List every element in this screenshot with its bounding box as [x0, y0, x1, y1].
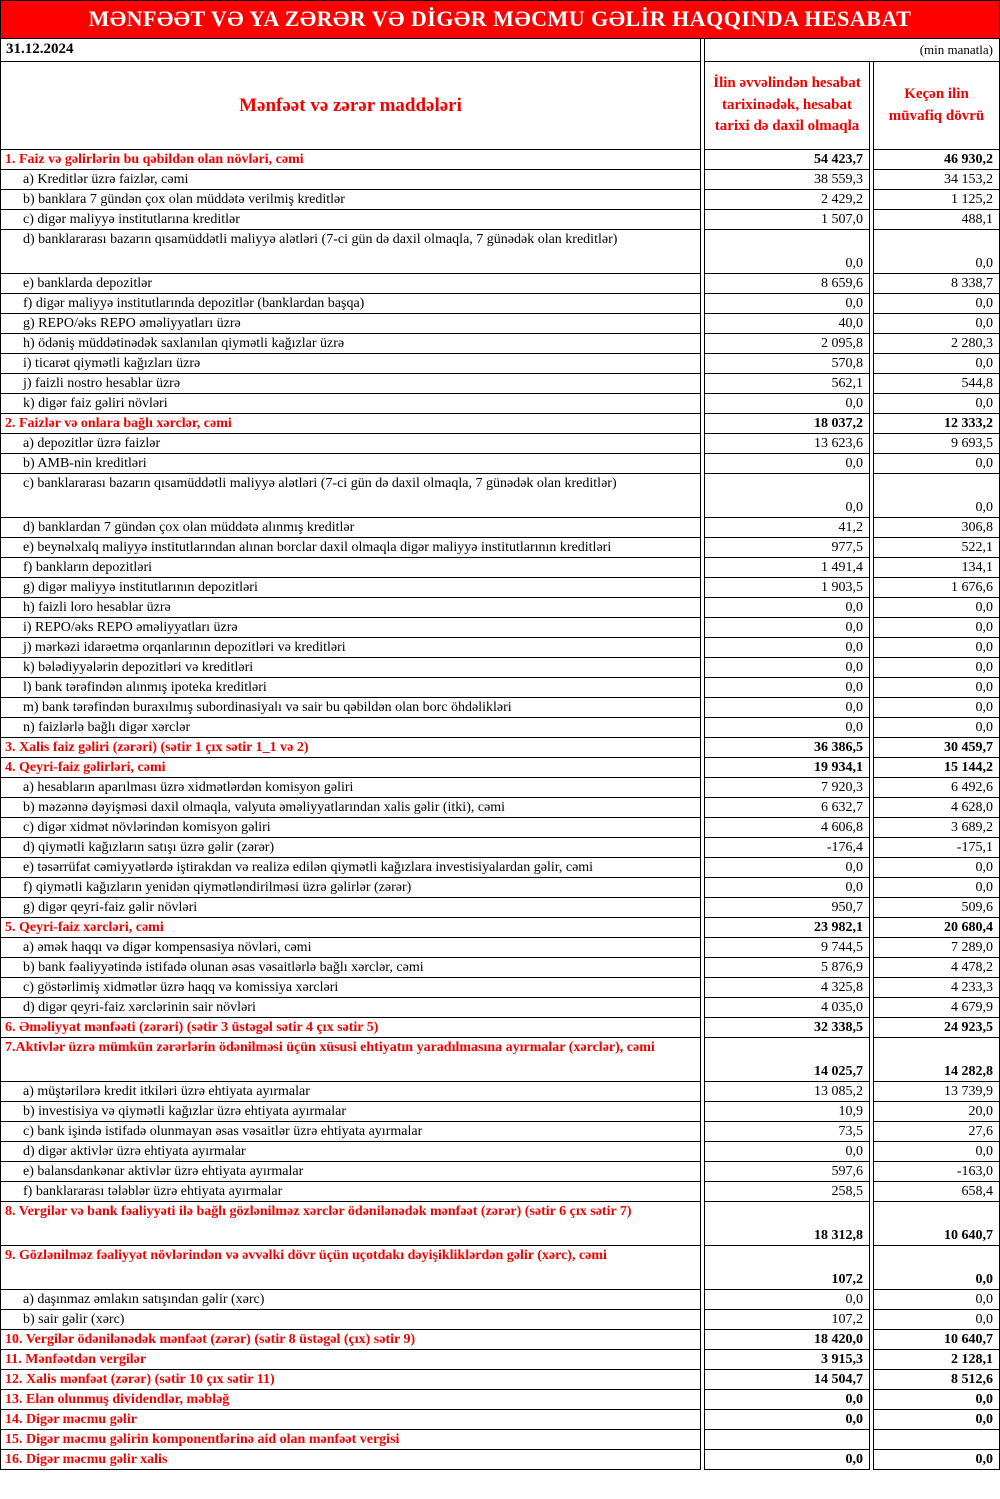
- table-row: [0, 274, 1000, 294]
- row-value-previous-period: 509,6: [873, 898, 1000, 918]
- row-label: 5. Qeyri-faiz xərcləri, cəmi: [0, 918, 701, 938]
- row-label: a) əmək haqqı və digər kompensasiya növləri, cəmi: [0, 938, 701, 958]
- row-value-previous-period: 0,0: [873, 698, 1000, 718]
- row-value-previous-period: 20,0: [873, 1102, 1000, 1122]
- row-value-previous-period: 10 640,7: [873, 1330, 1000, 1350]
- row-label: m) bank tərəfindən buraxılmış subordinasiyalı və sair bu qəbildən olan borc öhdəlikləri: [0, 698, 701, 718]
- table-row: [0, 798, 1000, 818]
- row-label: e) banklarda depozitlər: [0, 274, 701, 294]
- table-row: [0, 778, 1000, 798]
- row-value-previous-period: -163,0: [873, 1162, 1000, 1182]
- row-label: b) məzənnə dəyişməsi daxil olmaqla, valyuta əməliyyatlarından xalis gəlir (itki), cəmi: [0, 798, 701, 818]
- row-label: 9. Gözlənilməz fəaliyyət növlərindən və əvvəlki dövr üçün uçotdakı dəyişikliklərdən gəlir (xərc), cəmi: [0, 1246, 701, 1290]
- row-value-previous-period: 14 282,8: [873, 1038, 1000, 1082]
- row-value-previous-period: 0,0: [873, 354, 1000, 374]
- items-column-header: Mənfəət və zərər maddələri: [0, 62, 701, 150]
- table-row: [0, 1162, 1000, 1182]
- table-row: [0, 658, 1000, 678]
- row-value-previous-period: 0,0: [873, 1450, 1000, 1470]
- table-row: [0, 858, 1000, 878]
- row-label: e) balansdankənar aktivlər üzrə ehtiyata ayırmalar: [0, 1162, 701, 1182]
- row-value-current-period: 8 659,6: [704, 274, 870, 294]
- row-label: 14. Digər məcmu gəlir: [0, 1410, 701, 1430]
- row-value-previous-period: 0,0: [873, 230, 1000, 274]
- row-value-previous-period: 0,0: [873, 678, 1000, 698]
- table-row: [0, 414, 1000, 434]
- table-row: [0, 474, 1000, 518]
- row-label: i) ticarət qiymətli kağızları üzrə: [0, 354, 701, 374]
- table-row: [0, 938, 1000, 958]
- row-value-previous-period: 658,4: [873, 1182, 1000, 1202]
- row-label: 2. Faizlər və onlara bağlı xərclər, cəmi: [0, 414, 701, 434]
- row-label: b) sair gəlir (xərc): [0, 1310, 701, 1330]
- row-value-current-period: 107,2: [704, 1246, 870, 1290]
- table-row: [0, 394, 1000, 414]
- table-row: [0, 1142, 1000, 1162]
- row-label: f) digər maliyyə institutlarında depozitlər (banklardan başqa): [0, 294, 701, 314]
- row-value-current-period: 14 504,7: [704, 1370, 870, 1390]
- row-value-current-period: 1 507,0: [704, 210, 870, 230]
- row-value-previous-period: 0,0: [873, 394, 1000, 414]
- row-value-previous-period: 544,8: [873, 374, 1000, 394]
- row-value-previous-period: 4 628,0: [873, 798, 1000, 818]
- row-value-previous-period: 0,0: [873, 878, 1000, 898]
- row-value-previous-period: 0,0: [873, 598, 1000, 618]
- row-value-previous-period: 20 680,4: [873, 918, 1000, 938]
- table-row: [0, 598, 1000, 618]
- row-label: h) ödəniş müddətinədək saxlanılan qiymətli kağızlar üzrə: [0, 334, 701, 354]
- row-value-current-period: 40,0: [704, 314, 870, 334]
- row-value-current-period: 977,5: [704, 538, 870, 558]
- table-row: [0, 958, 1000, 978]
- row-value-current-period: 23 982,1: [704, 918, 870, 938]
- row-label: d) banklardan 7 gündən çox olan müddətə alınmış kreditlər: [0, 518, 701, 538]
- table-row: [0, 638, 1000, 658]
- row-value-current-period: 41,2: [704, 518, 870, 538]
- table-row: [0, 578, 1000, 598]
- row-value-current-period: 0,0: [704, 638, 870, 658]
- row-value-previous-period: 13 739,9: [873, 1082, 1000, 1102]
- row-value-current-period: 14 025,7: [704, 1038, 870, 1082]
- row-label: c) digər xidmət növlərindən komisyon gəliri: [0, 818, 701, 838]
- row-value-previous-period: -175,1: [873, 838, 1000, 858]
- table-row: [0, 998, 1000, 1018]
- row-label: g) digər maliyyə institutlarının depozitləri: [0, 578, 701, 598]
- table-row: [0, 1202, 1000, 1246]
- row-label: b) investisiya və qiymətli kağızlar üzrə ehtiyata ayırmalar: [0, 1102, 701, 1122]
- row-value-previous-period: 0,0: [873, 1390, 1000, 1410]
- previous-period-column-header: Keçən ilin müvafiq dövrü: [873, 62, 1000, 150]
- row-label: f) bankların depozitləri: [0, 558, 701, 578]
- table-row: [0, 878, 1000, 898]
- table-row: [0, 334, 1000, 354]
- row-label: k) bələdiyyələrin depozitləri və kreditləri: [0, 658, 701, 678]
- row-value-current-period: 4 325,8: [704, 978, 870, 998]
- row-value-current-period: 0,0: [704, 598, 870, 618]
- table-row: [0, 978, 1000, 998]
- row-label: c) digər maliyyə institutlarına kreditlər: [0, 210, 701, 230]
- row-value-current-period: 3 915,3: [704, 1350, 870, 1370]
- page-title: MƏNFƏƏT VƏ YA ZƏRƏR VƏ DİGƏR MƏCMU GƏLİR HAQQINDA HESABAT: [0, 0, 1000, 39]
- row-label: a) daşınmaz əmlakın satışından gəlir (xərc): [0, 1290, 701, 1310]
- row-label: 3. Xalis faiz gəliri (zərəri) (sətir 1 çıx sətir 1_1 və 2): [0, 738, 701, 758]
- row-value-previous-period: 34 153,2: [873, 170, 1000, 190]
- table-row: [0, 918, 1000, 938]
- table-row: [0, 758, 1000, 778]
- row-value-current-period: 18 420,0: [704, 1330, 870, 1350]
- row-value-current-period: 4 606,8: [704, 818, 870, 838]
- table-row: [0, 738, 1000, 758]
- row-value-previous-period: 4 679,9: [873, 998, 1000, 1018]
- row-value-current-period: 0,0: [704, 858, 870, 878]
- table-row: [0, 1410, 1000, 1430]
- table-row: [0, 1310, 1000, 1330]
- row-value-previous-period: 6 492,6: [873, 778, 1000, 798]
- table-row: [0, 434, 1000, 454]
- row-value-current-period: 107,2: [704, 1310, 870, 1330]
- row-label: i) REPO/əks REPO əməliyyatları üzrə: [0, 618, 701, 638]
- row-label: d) qiymətli kağızların satışı üzrə gəlir (zərər): [0, 838, 701, 858]
- row-label: l) bank tərəfindən alınmış ipoteka kreditləri: [0, 678, 701, 698]
- row-value-current-period: 0,0: [704, 454, 870, 474]
- row-value-current-period: 0,0: [704, 698, 870, 718]
- table-row: [0, 1082, 1000, 1102]
- table-row: [0, 618, 1000, 638]
- row-value-current-period: 1 903,5: [704, 578, 870, 598]
- table-row: [0, 170, 1000, 190]
- row-value-current-period: 570,8: [704, 354, 870, 374]
- row-label: b) AMB-nin kreditləri: [0, 454, 701, 474]
- row-value-previous-period: 46 930,2: [873, 150, 1000, 170]
- row-label: 12. Xalis mənfəət (zərər) (sətir 10 çıx sətir 11): [0, 1370, 701, 1390]
- row-label: 13. Elan olunmuş dividendlər, məbləğ: [0, 1390, 701, 1410]
- row-value-previous-period: 0,0: [873, 474, 1000, 518]
- table-row: [0, 1182, 1000, 1202]
- table-row: [0, 718, 1000, 738]
- table-row: [0, 1430, 1000, 1450]
- row-label: b) banklara 7 gündən çox olan müddətə verilmiş kreditlər: [0, 190, 701, 210]
- row-label: c) bank işində istifadə olunmayan əsas vəsaitlər üzrə ehtiyata ayırmalar: [0, 1122, 701, 1142]
- row-value-previous-period: 306,8: [873, 518, 1000, 538]
- row-value-current-period: 258,5: [704, 1182, 870, 1202]
- row-value-current-period: 0,0: [704, 1142, 870, 1162]
- row-value-current-period: 0,0: [704, 718, 870, 738]
- row-value-previous-period: 0,0: [873, 294, 1000, 314]
- table-body: [0, 150, 1000, 1470]
- row-value-current-period: 0,0: [704, 1390, 870, 1410]
- row-value-previous-period: 0,0: [873, 638, 1000, 658]
- row-value-current-period: 54 423,7: [704, 150, 870, 170]
- row-value-current-period: -176,4: [704, 838, 870, 858]
- current-period-column-header: İlin əvvəlindən hesabat tarixinədək, hesabat tarixi də daxil olmaqla: [704, 62, 870, 150]
- row-value-previous-period: 0,0: [873, 858, 1000, 878]
- row-label: a) müştərilərə kredit itkiləri üzrə ehtiyata ayırmalar: [0, 1082, 701, 1102]
- table-row: [0, 558, 1000, 578]
- row-value-current-period: 13 623,6: [704, 434, 870, 454]
- row-value-previous-period: 0,0: [873, 1246, 1000, 1290]
- table-row: [0, 1330, 1000, 1350]
- row-value-previous-period: 4 478,2: [873, 958, 1000, 978]
- row-value-previous-period: 0,0: [873, 1290, 1000, 1310]
- table-row: [0, 454, 1000, 474]
- row-label: 6. Əməliyyat mənfəəti (zərəri) (sətir 3 üstəgəl sətir 4 çıx sətir 5): [0, 1018, 701, 1038]
- row-value-current-period: 6 632,7: [704, 798, 870, 818]
- row-value-current-period: 0,0: [704, 474, 870, 518]
- row-value-previous-period: 27,6: [873, 1122, 1000, 1142]
- table-row: [0, 698, 1000, 718]
- row-label: b) bank fəaliyyətində istifadə olunan əsas vəsaitlərlə bağlı xərclər, cəmi: [0, 958, 701, 978]
- row-value-current-period: 1 491,4: [704, 558, 870, 578]
- row-value-current-period: 32 338,5: [704, 1018, 870, 1038]
- report-date: 31.12.2024: [0, 39, 701, 62]
- row-value-current-period: 0,0: [704, 1450, 870, 1470]
- row-label: 10. Vergilər ödənilənədək mənfəət (zərər) (sətir 8 üstəgəl (çıx) sətir 9): [0, 1330, 701, 1350]
- row-label: f) banklararası tələblər üzrə ehtiyata ayırmalar: [0, 1182, 701, 1202]
- row-value-current-period: 73,5: [704, 1122, 870, 1142]
- row-value-current-period: 562,1: [704, 374, 870, 394]
- row-value-current-period: 13 085,2: [704, 1082, 870, 1102]
- table-row: [0, 314, 1000, 334]
- row-value-previous-period: 0,0: [873, 314, 1000, 334]
- row-label: a) depozitlər üzrə faizlər: [0, 434, 701, 454]
- row-value-previous-period: 0,0: [873, 1410, 1000, 1430]
- row-label: 15. Digər məcmu gəlirin komponentlərinə aid olan mənfəət vergisi: [0, 1430, 701, 1450]
- row-value-previous-period: 2 128,1: [873, 1350, 1000, 1370]
- row-value-current-period: 9 744,5: [704, 938, 870, 958]
- table-row: [0, 150, 1000, 170]
- table-row: [0, 1122, 1000, 1142]
- row-value-previous-period: 9 693,5: [873, 434, 1000, 454]
- row-value-previous-period: 0,0: [873, 1310, 1000, 1330]
- row-label: h) faizli loro hesablar üzrə: [0, 598, 701, 618]
- table-row: [0, 294, 1000, 314]
- table-row: [0, 374, 1000, 394]
- row-value-previous-period: 1 676,6: [873, 578, 1000, 598]
- table-row: [0, 898, 1000, 918]
- row-value-current-period: 0,0: [704, 1290, 870, 1310]
- row-value-previous-period: 15 144,2: [873, 758, 1000, 778]
- table-row: [0, 838, 1000, 858]
- row-label: c) göstərlimiş xidmətlər üzrə haqq və komissiya xərcləri: [0, 978, 701, 998]
- row-value-previous-period: 1 125,2: [873, 190, 1000, 210]
- row-value-current-period: 2 095,8: [704, 334, 870, 354]
- row-label: e) təsərrüfat cəmiyyətlərdə iştirakdan və realizə edilən qiymətli kağızlara investisiyalardan gəlir, cəmi: [0, 858, 701, 878]
- row-value-previous-period: 0,0: [873, 718, 1000, 738]
- table-row: [0, 1038, 1000, 1082]
- table-row: [0, 1370, 1000, 1390]
- row-value-current-period: 5 876,9: [704, 958, 870, 978]
- meta-row: [0, 39, 1000, 62]
- table-row: [0, 1290, 1000, 1310]
- row-label: 7.Aktivlər üzrə mümkün zərərlərin ödənilməsi üçün xüsusi ehtiyatın yaradılmasına ayırmalar (xərclər), cəmi: [0, 1038, 701, 1082]
- table-row: [0, 1350, 1000, 1370]
- row-label: c) banklararası bazarın qısamüddətli maliyyə alətləri (7-ci gün də daxil olmaqla, 7 günədək olan kreditlər): [0, 474, 701, 518]
- row-value-previous-period: 134,1: [873, 558, 1000, 578]
- row-label: j) mərkəzi idarəetmə orqanlarının depozitləri və kreditləri: [0, 638, 701, 658]
- table-row: [0, 1018, 1000, 1038]
- row-value-current-period: 0,0: [704, 230, 870, 274]
- row-value-current-period: 597,6: [704, 1162, 870, 1182]
- row-value-current-period: [704, 1430, 870, 1450]
- row-value-previous-period: 8 338,7: [873, 274, 1000, 294]
- row-label: 4. Qeyri-faiz gəlirləri, cəmi: [0, 758, 701, 778]
- row-value-current-period: 0,0: [704, 394, 870, 414]
- table-row: [0, 354, 1000, 374]
- row-value-previous-period: 0,0: [873, 618, 1000, 638]
- row-value-current-period: 7 920,3: [704, 778, 870, 798]
- row-value-previous-period: 3 689,2: [873, 818, 1000, 838]
- table-row: [0, 230, 1000, 274]
- row-value-current-period: 36 386,5: [704, 738, 870, 758]
- row-label: d) digər aktivlər üzrə ehtiyata ayırmalar: [0, 1142, 701, 1162]
- table-row: [0, 518, 1000, 538]
- row-value-previous-period: [873, 1430, 1000, 1450]
- row-label: 16. Digər məcmu gəlir xalis: [0, 1450, 701, 1470]
- row-label: f) qiymətli kağızların yenidən qiymətləndirilməsi üzrə gəlirlər (zərər): [0, 878, 701, 898]
- row-value-current-period: 2 429,2: [704, 190, 870, 210]
- row-value-previous-period: 0,0: [873, 454, 1000, 474]
- table-row: [0, 1102, 1000, 1122]
- table-row: [0, 678, 1000, 698]
- row-value-previous-period: 0,0: [873, 1142, 1000, 1162]
- row-value-previous-period: 8 512,6: [873, 1370, 1000, 1390]
- row-value-previous-period: 4 233,3: [873, 978, 1000, 998]
- row-value-current-period: 0,0: [704, 294, 870, 314]
- row-value-current-period: 18 037,2: [704, 414, 870, 434]
- row-label: g) digər qeyri-faiz gəlir növləri: [0, 898, 701, 918]
- row-value-current-period: 38 559,3: [704, 170, 870, 190]
- table-header-row: [0, 62, 1000, 150]
- row-value-previous-period: 2 280,3: [873, 334, 1000, 354]
- row-value-previous-period: 24 923,5: [873, 1018, 1000, 1038]
- table-row: [0, 538, 1000, 558]
- unit-note: (min manatla): [704, 39, 1000, 62]
- row-label: a) Kreditlər üzrə faizlər, cəmi: [0, 170, 701, 190]
- row-value-previous-period: 10 640,7: [873, 1202, 1000, 1246]
- row-label: k) digər faiz gəliri növləri: [0, 394, 701, 414]
- row-label: 11. Mənfəətdən vergilər: [0, 1350, 701, 1370]
- table-row: [0, 1450, 1000, 1470]
- row-value-current-period: 0,0: [704, 658, 870, 678]
- table-row: [0, 818, 1000, 838]
- row-value-previous-period: 7 289,0: [873, 938, 1000, 958]
- row-label: n) faizlərlə bağlı digər xərclər: [0, 718, 701, 738]
- row-value-current-period: 4 035,0: [704, 998, 870, 1018]
- row-value-current-period: 0,0: [704, 1410, 870, 1430]
- row-label: g) REPO/əks REPO əməliyyatları üzrə: [0, 314, 701, 334]
- row-value-previous-period: 488,1: [873, 210, 1000, 230]
- row-label: d) banklararası bazarın qısamüddətli maliyyə alətləri (7-ci gün də daxil olmaqla, 7 günədək olan kreditlər): [0, 230, 701, 274]
- row-value-current-period: 0,0: [704, 618, 870, 638]
- table-row: [0, 190, 1000, 210]
- row-value-previous-period: 0,0: [873, 658, 1000, 678]
- row-value-current-period: 10,9: [704, 1102, 870, 1122]
- table-row: [0, 1246, 1000, 1290]
- row-label: 1. Faiz və gəlirlərin bu qəbildən olan növləri, cəmi: [0, 150, 701, 170]
- row-label: d) digər qeyri-faiz xərclərinin sair növləri: [0, 998, 701, 1018]
- row-label: 8. Vergilər və bank fəaliyyəti ilə bağlı gözlənilməz xərclər ödənilənədək mənfəət (zərər) (sətir 6 çıx sətir 7): [0, 1202, 701, 1246]
- row-label: a) hesabların aparılması üzrə xidmətlərdən komisyon gəliri: [0, 778, 701, 798]
- row-value-current-period: 19 934,1: [704, 758, 870, 778]
- row-value-current-period: 0,0: [704, 878, 870, 898]
- row-label: e) beynəlxalq maliyyə institutlarından alınan borclar daxil olmaqla digər maliyyə institutlarının kreditləri: [0, 538, 701, 558]
- row-value-previous-period: 522,1: [873, 538, 1000, 558]
- row-value-previous-period: 12 333,2: [873, 414, 1000, 434]
- table-row: [0, 210, 1000, 230]
- row-value-current-period: 18 312,8: [704, 1202, 870, 1246]
- row-value-current-period: 950,7: [704, 898, 870, 918]
- row-label: j) faizli nostro hesablar üzrə: [0, 374, 701, 394]
- row-value-current-period: 0,0: [704, 678, 870, 698]
- table-row: [0, 1390, 1000, 1410]
- row-value-previous-period: 30 459,7: [873, 738, 1000, 758]
